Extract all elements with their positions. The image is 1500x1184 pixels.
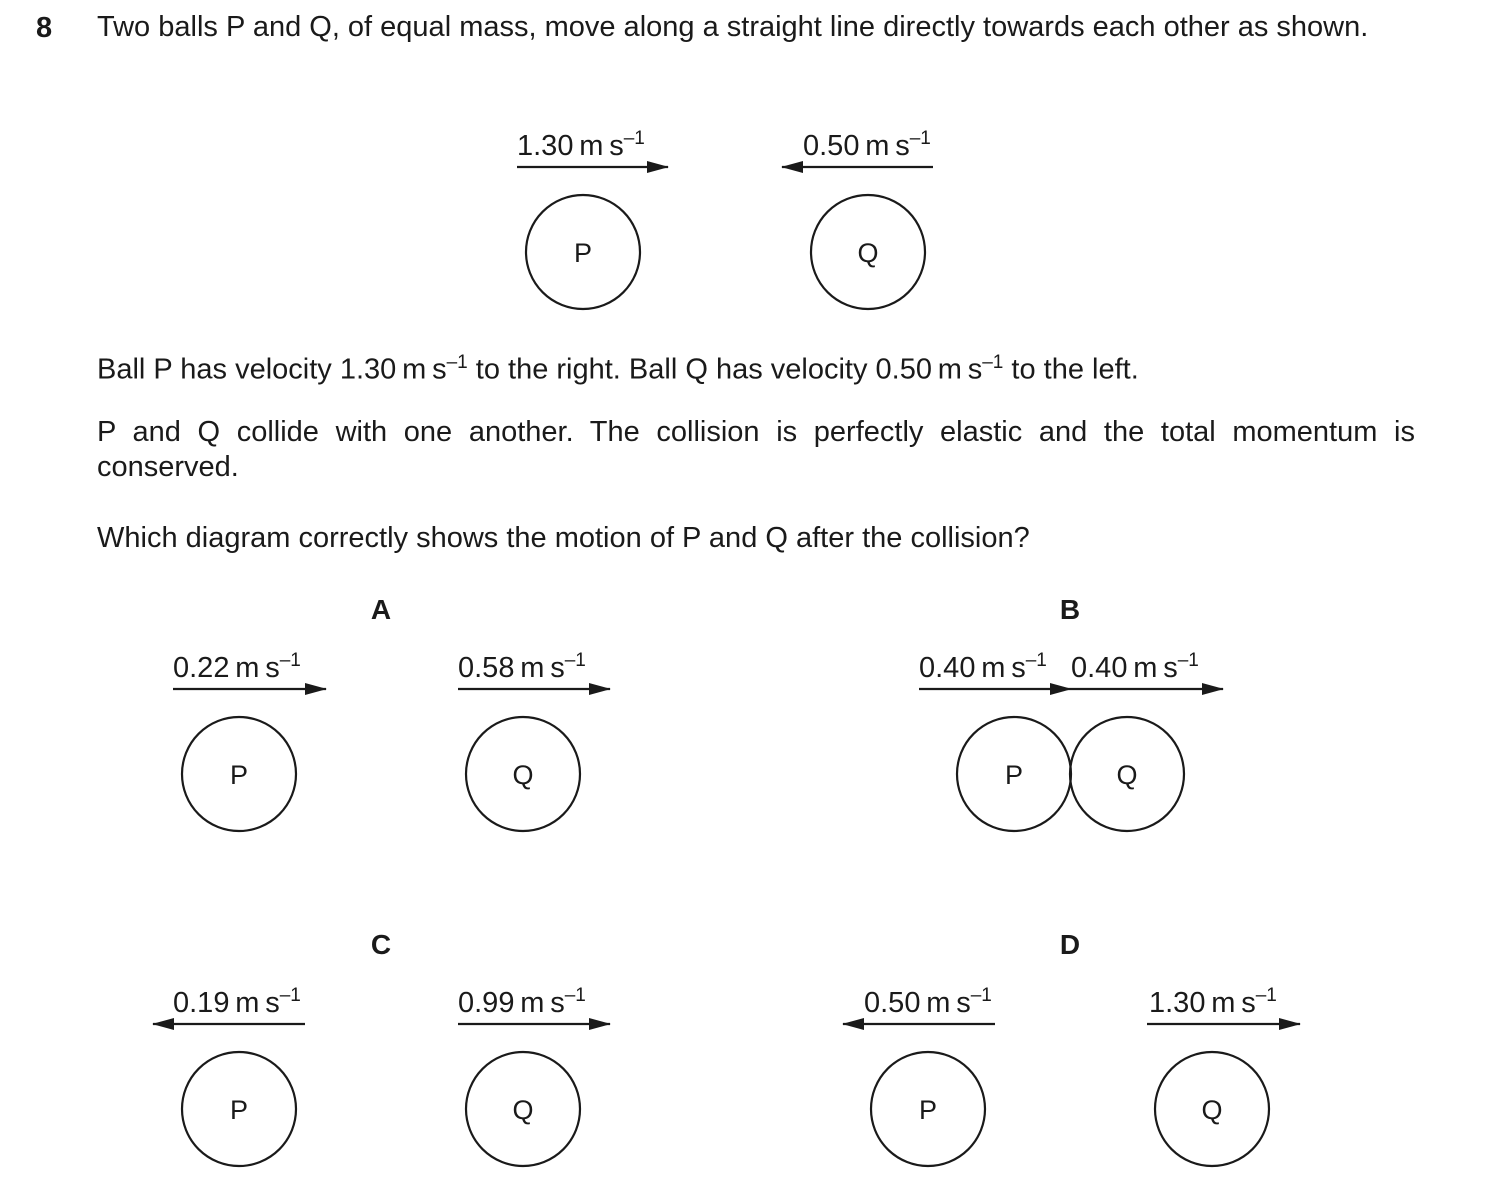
option-d-diagram xyxy=(843,985,1300,1166)
option-a-diagram xyxy=(173,650,610,831)
option-a-ball-q-label: Q xyxy=(512,760,534,790)
question-stem: Two balls P and Q, of equal mass, move along a straight line directly towards each other as shown. xyxy=(97,11,1369,43)
option-c-letter[interactable]: C xyxy=(370,929,392,960)
initial-ball-q-speed-label: 0.50 m $s^{-1}$ xyxy=(803,128,931,162)
velocity-statement-part-1: Ball P has velocity 1.30 m s xyxy=(97,353,447,386)
option-d-letter[interactable]: D xyxy=(1059,929,1081,960)
question-number: 8 xyxy=(36,12,53,44)
option-b-ball-p-label: P xyxy=(1004,760,1024,790)
initial-ball-p-speed-label: 1.30 m $s^{-1}$ xyxy=(517,128,645,162)
unit-exponent: –1 xyxy=(982,352,1004,373)
option-a-letter[interactable]: A xyxy=(370,594,392,625)
velocity-statement-part-2: to the right. Ball Q has velocity 0.50 m s xyxy=(467,353,983,386)
unit-exponent: –1 xyxy=(446,352,468,373)
initial-diagram xyxy=(517,128,933,309)
option-a-ball-p-label: P xyxy=(229,760,249,790)
option-c-ball-q-label: Q xyxy=(512,1095,534,1125)
option-b-letter[interactable]: B xyxy=(1059,594,1081,625)
option-d-ball-q-label: Q xyxy=(1201,1095,1223,1125)
option-c-ball-p-speed-label: 0.19 m $s^{-1}$ xyxy=(173,985,301,1019)
initial-ball-p-label: P xyxy=(573,238,593,268)
initial-ball-q-label: Q xyxy=(857,238,879,268)
option-d-ball-q-speed-label: 1.30 m $s^{-1}$ xyxy=(1149,985,1277,1019)
option-d-ball-p-label: P xyxy=(918,1095,938,1125)
question-prompt: Which diagram correctly shows the motion of P and Q after the collision? xyxy=(97,522,1030,554)
option-c-ball-p-label: P xyxy=(229,1095,249,1125)
option-b-ball-p-speed-label: 0.40 m $s^{-1}$ xyxy=(919,650,1047,684)
collision-statement: P and Q collide with one another. The collision is perfectly elastic and the total momentum is conserved. xyxy=(97,416,1415,483)
velocity-statement xyxy=(97,345,1415,388)
option-c-ball-q-speed-label: 0.99 m $s^{-1}$ xyxy=(458,985,586,1019)
velocity-statement-part-3: to the left. xyxy=(1003,353,1139,386)
option-a-ball-p-speed-label: 0.22 m $s^{-1}$ xyxy=(173,650,301,684)
option-b-ball-q-speed-label: 0.40 m $s^{-1}$ xyxy=(1071,650,1199,684)
option-b-diagram xyxy=(919,650,1223,831)
option-d-ball-p-speed-label: 0.50 m $s^{-1}$ xyxy=(864,985,992,1019)
option-b-ball-q-label: Q xyxy=(1116,760,1138,790)
option-c-diagram xyxy=(153,985,610,1166)
option-a-ball-q-speed-label: 0.58 m $s^{-1}$ xyxy=(458,650,586,684)
